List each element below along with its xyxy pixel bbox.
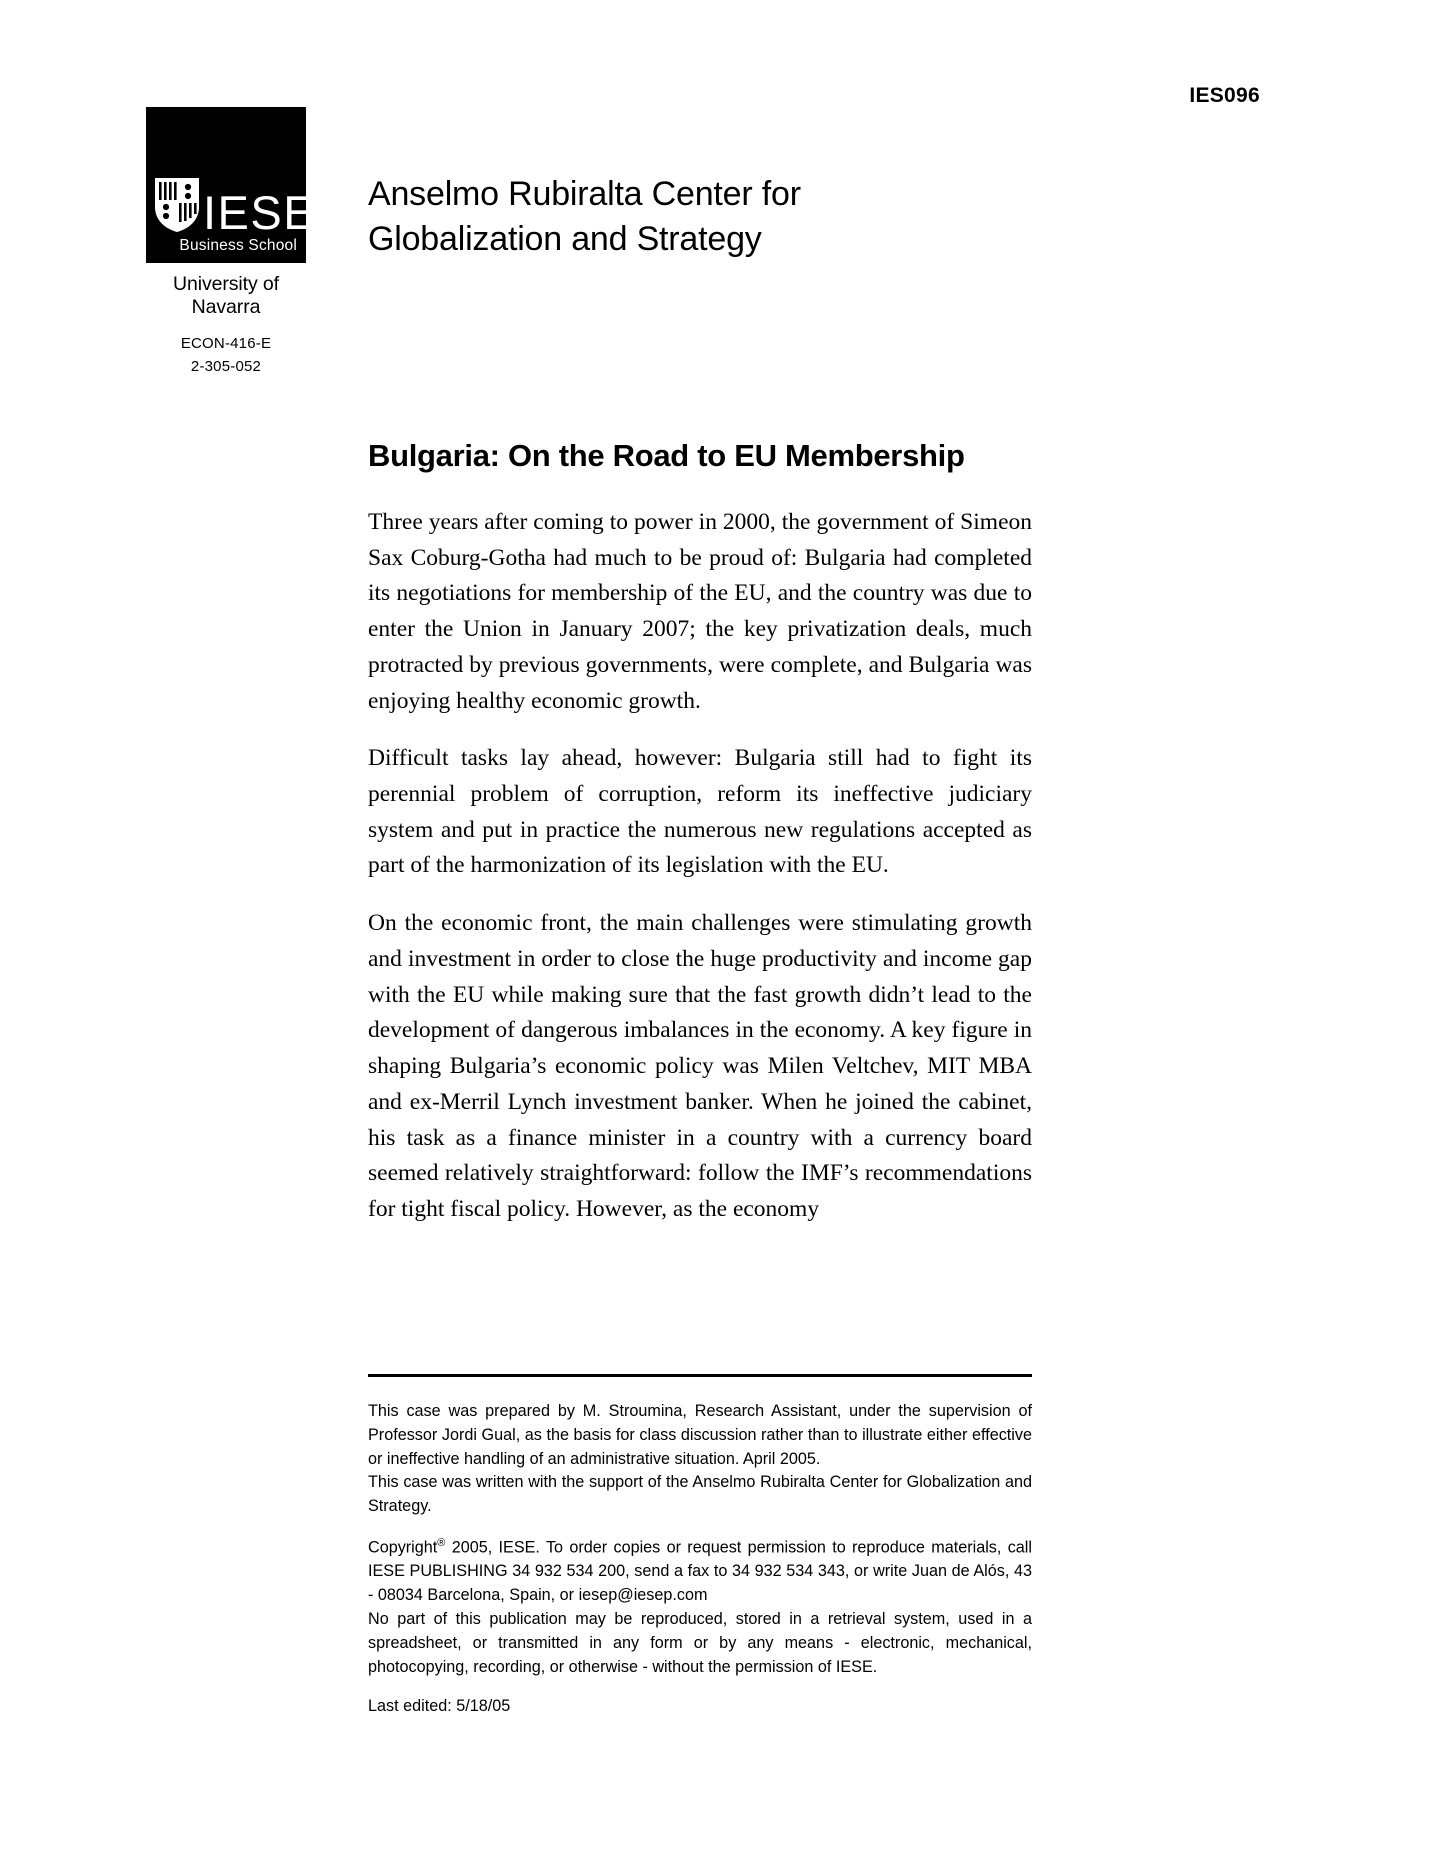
- center-name-line-2: Globalization and Strategy: [368, 220, 762, 259]
- iese-logo-box: [146, 107, 317, 263]
- footnote-copyright: [368, 1535, 1032, 1608]
- footnote-no-part: No part of this publication may be reproduced, stored in a retrieval system, used in a spreadsheet, or transmitted in any form or by any means - electronic, mechanical, photocopying, recording, or otherwise - without the permission of IESE.: [368, 1609, 1032, 1676]
- iese-logo-block: [146, 107, 317, 378]
- footnote-block: [368, 1400, 1032, 1719]
- body-paragraph: Difficult tasks lay ahead, however: Bulgaria still had to fight its perennial problem of corruption, reform its ineffective judiciary system and put in practice the numerous new regulations accepted as part of the harmonization of its legislation with the EU.: [368, 745, 1032, 879]
- case-title: Bulgaria: On the Road to EU Membership: [368, 437, 965, 473]
- reference-codes: [146, 333, 306, 378]
- copyright-symbol-icon: ®: [437, 1537, 446, 1550]
- copyright-text: 2005, IESE. To order copies or request permission to reproduce materials, call IESE PUBLISHING 34 932 534 200, send a fax to 34 932 534 343, or write Juan de Alós, 43 - 08034 Barcelona, Spain, or iesep@iesep.com: [368, 1538, 1033, 1605]
- footnote-credit: This case was prepared by M. Stroumina, Research Assistant, under the supervision of Professor Jordi Gual, as the basis for class discussion rather than to illustrate either effective or ineffective handling of an administrative situation. April 2005.: [368, 1402, 1032, 1468]
- center-name: [368, 172, 801, 262]
- copyright-label: Copyright: [368, 1538, 438, 1557]
- reference-code-secondary: 2-305-052: [190, 357, 262, 375]
- footnote-support: This case was written with the support of the Anselmo Rubiralta Center for Globalization and Strategy.: [368, 1473, 1032, 1516]
- body-paragraph: On the economic front, the main challenges were stimulating growth and investment in order to close the huge productivity and income gap with the EU while making sure that the fast growth didn’t lead to the development of dangerous imbalances in the economy. A key figure in shaping Bulgaria’s economic policy was Milen Veltchev, MIT MBA and ex-Merril Lynch investment banker. When he joined the cabinet, his task as a finance minister in a country with a currency board seemed relatively straightforward: follow the IMF’s recommendations for tight fiscal policy. However, as the economy: [368, 910, 1032, 1222]
- university-name: University of Navarra: [173, 273, 279, 318]
- case-body: [368, 505, 1032, 1250]
- reference-code-primary: ECON-416-E: [180, 335, 272, 352]
- footnote-divider: [368, 1374, 1032, 1377]
- body-paragraph: Three years after coming to power in 2000, the government of Simeon Sax Coburg-Gotha had much to be proud of: Bulgaria had completed its negotiations for membership of the EU, and the country was due to enter the Union in January 2007; the key privatization deals, much protracted by previous governments, were complete, and Bulgaria was enjoying healthy economic growth.: [368, 509, 1032, 714]
- iese-tagline: Business School: [179, 237, 297, 254]
- footnote-last-edited: Last edited: 5/18/05: [368, 1697, 511, 1716]
- iese-logo-mark: [154, 177, 317, 240]
- iese-wordmark: IESE: [203, 186, 317, 240]
- iese-shield-icon: [154, 177, 200, 233]
- center-name-line-1: Anselmo Rubiralta Center for: [368, 175, 801, 213]
- document-code: IES096: [1189, 84, 1260, 107]
